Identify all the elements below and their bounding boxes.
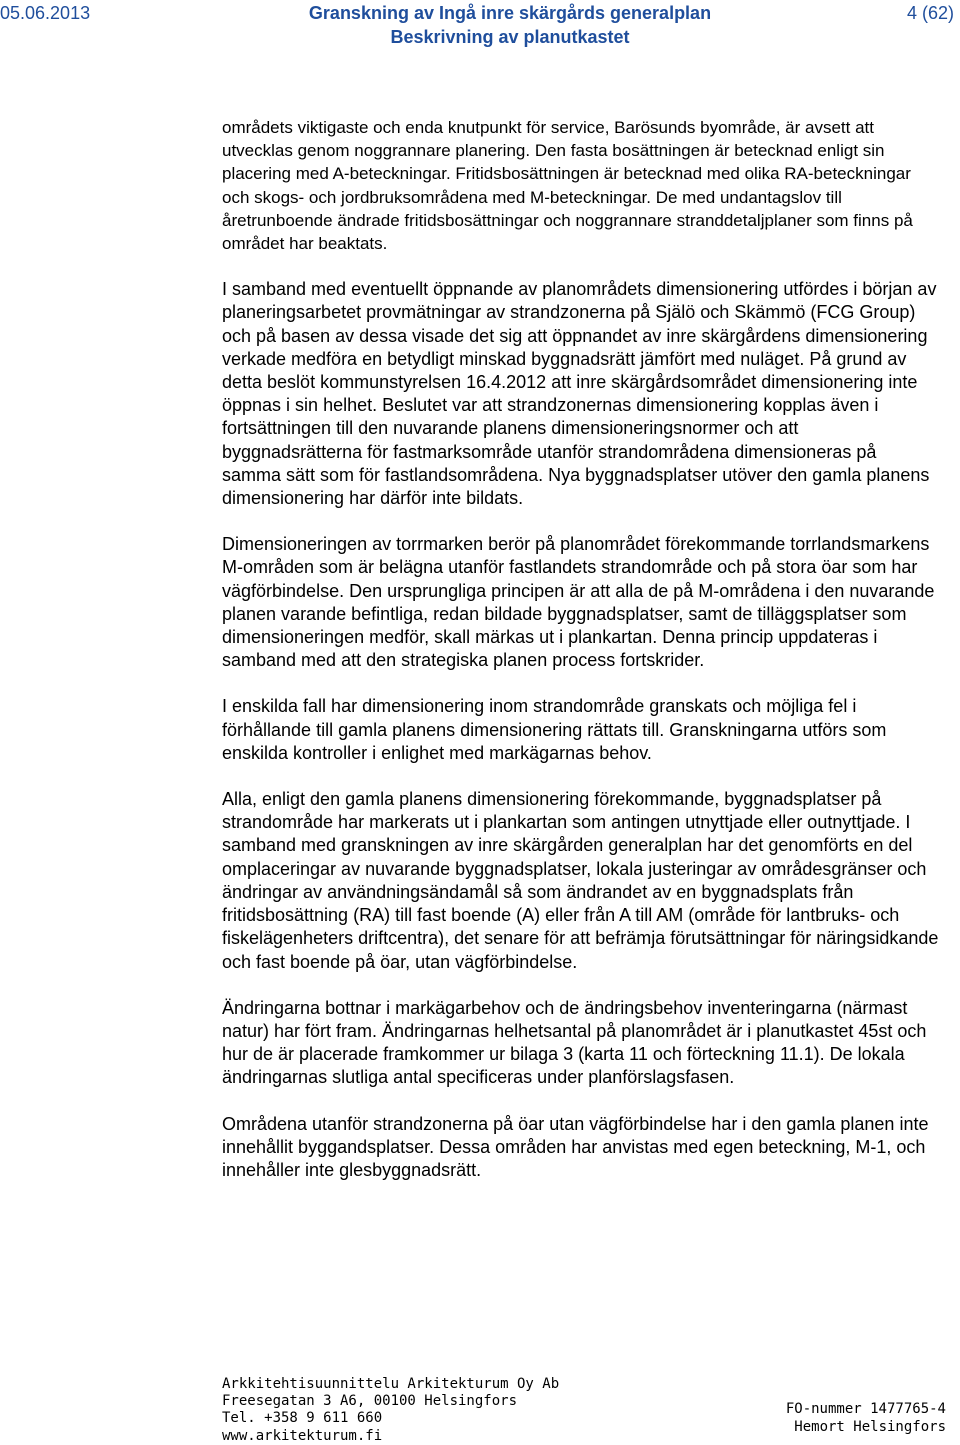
paragraph: Dimensioneringen av torrmarken berör på planområdet förekommande torrlandsmarkens M-områden som är belägna utanför fastlandets strandområde och på stora öar som har vägförbindelse. Den ursprungliga principen är att alla de på M-områdena i den nuvarande planen varande befintliga, redan bildade byggnadsplatser, samt de tilläggsplatser som dimensioneringen medför, skall märkas ut i plankartan. Denna princip uppdateras i samband med att den strategiska planen process fortskrider. xyxy=(222,534,935,671)
footer-company: Arkkitehtisuunnittelu Arkitekturum Oy Ab xyxy=(222,1376,560,1392)
footer-contact xyxy=(222,1376,559,1445)
document-body xyxy=(222,116,940,1205)
paragraph: I enskilda fall har dimensionering inom strandområde granskats och möjliga fel i förhållande till gamla planens dimensionering rättats till. Granskningarna utförs som enskilda kontroller i enlighet med markägarnas behov. xyxy=(222,696,887,763)
header-date: 05.06.2013 xyxy=(0,3,91,23)
footer-fo-number: FO-nummer 1477765-4 xyxy=(785,1401,946,1417)
document-title: Granskning av Ingå inre skärgårds generalplan xyxy=(308,3,712,23)
page-number: 4 (62) xyxy=(906,3,954,23)
footer-domicile: Hemort Helsingfors xyxy=(794,1419,946,1435)
footer-phone: Tel. +358 9 611 660 xyxy=(222,1410,383,1427)
document-subtitle: Beskrivning av planutkastet xyxy=(390,27,630,47)
footer-address: Freesegatan 3 A6, 00100 Helsingfors xyxy=(222,1393,518,1410)
footer-registration xyxy=(786,1400,946,1436)
paragraph: områdets viktigaste och enda knutpunkt för service, Barösunds byområde, är avsett att utvecklas genom noggrannare planering. Den fasta bosättningen är betecknad enligt sin placering med A-beteckningar. Fritidsbosättningen är betecknad med olika RA-beteckningar och skogs- och jordbruksområdena med M-beteckningar. De med undantagslov till åretrunboende ändrade fritidsbosättningar och noggrannare stranddetaljplaner som finns på området har beaktats. xyxy=(222,118,913,254)
footer-web-link[interactable]: www.arkitekturum.fi xyxy=(222,1427,383,1444)
header-titles xyxy=(240,1,780,49)
paragraph: Ändringarna bottnar i markägarbehov och de ändringsbehov inventeringarna (närmast natur) har fört fram. Ändringarnas helhetsantal på planområdet är i planutkastet 45st och hur de är placerade framkommer ur bilaga 3 (karta 11 och förteckning 11.1). De lokala ändringarnas slutliga antal specificeras under planförslagsfasen. xyxy=(222,997,927,1088)
paragraph: Områdena utanför strandzonerna på öar utan vägförbindelse har i den gamla planen inte innehållit byggandsplatser. Dessa områden har anvistas med egen beteckning, M-1, och innehåller inte glesbyggnadsrätt. xyxy=(222,1113,929,1180)
paragraph: Alla, enligt den gamla planens dimensionering förekommande, byggnadsplatser på strandområde har markerats ut i plankartan som antingen utnyttjade eller outnyttjade. I samband med granskningen av inre skärgården generalplan har det genomförts en del omplaceringar av nuvarande byggnadsplatser, lokala justeringar av områdesgränser och ändringar av användningsändamål så som ändrandet av en byggnadsplats från fritidsbosättning (RA) till fast boende (A) eller från A till AM (område för lantbruks- och fiskelägenheters driftcentra), det senare för att befrämja förutsättningar för näringsidkande och fast boende på öar, utan vägförbindelse. xyxy=(222,789,939,972)
paragraph: I samband med eventuellt öppnande av planområdets dimensionering utfördes i början av planeringsarbetet provmätningar av strandzonerna på Själö och Skämmö (FCG Group) och på basen av dessa visade det sig att öppnandet av inre skärgårdens dimensionering verkade medföra en betydligt minskad byggnadsrätt jämfört med nuläget. På grund av detta beslöt kommunstyrelsen 16.4.2012 att inre skärgårdsområdet dimensionering inte öppnas i sin helhet. Beslutet var att strandzonernas dimensionering kopplas även i fortsättningen till den nuvarande planens dimensioneringsnormer och att byggnadsrätterna för fastmarksområde utanför strandområdena dimensioneras på samma sätt som för fastlandsområdena. Nya byggnadsplatser utöver den gamla planens dimensionering har därför inte bildats. xyxy=(222,279,937,509)
